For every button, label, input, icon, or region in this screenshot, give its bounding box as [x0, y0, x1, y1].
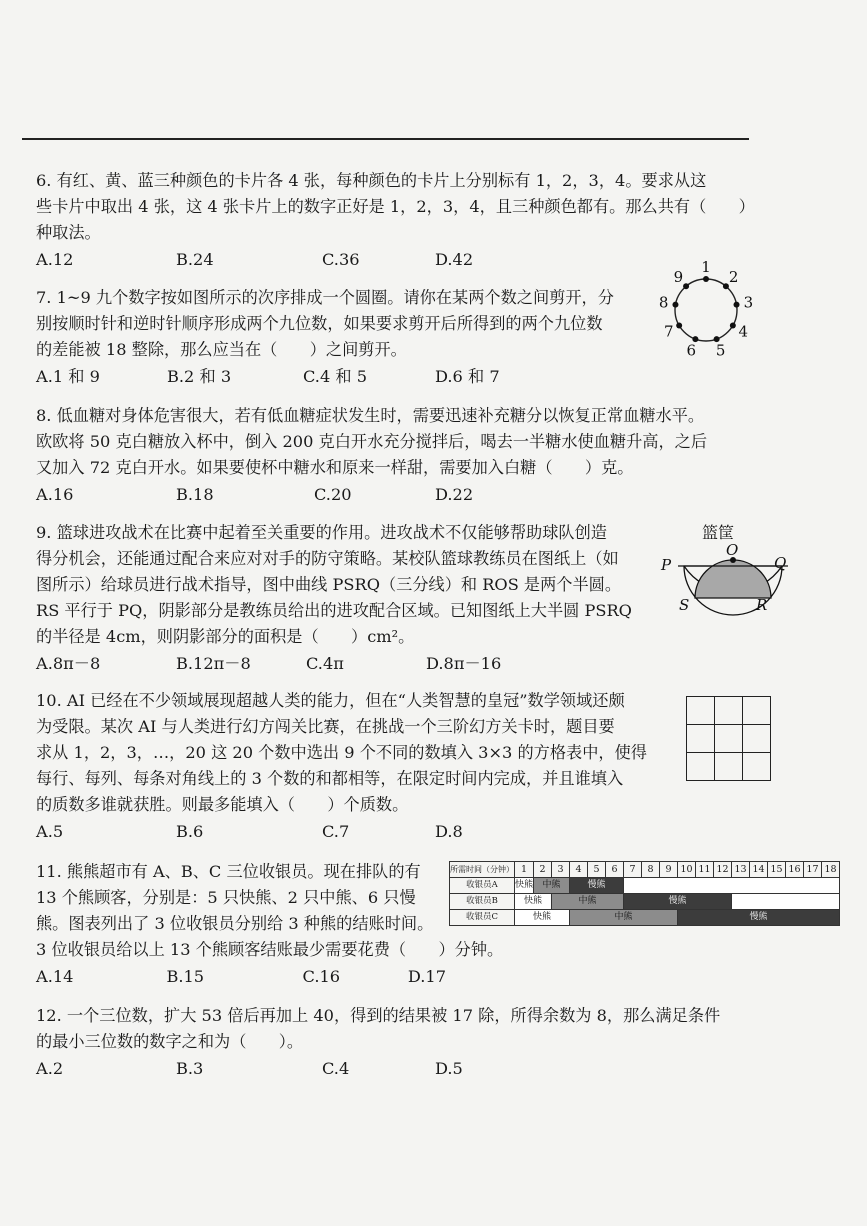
grid-cell [715, 725, 743, 753]
minute-header-cell: 6 [606, 862, 624, 878]
question-10-options [36, 819, 676, 845]
label-o: O [726, 541, 739, 559]
option-c: C.4 和 5 [303, 367, 368, 386]
time-segment: 快熊 [515, 894, 552, 910]
option-c: C.16 [302, 967, 341, 986]
circle-number-label: 6 [686, 341, 697, 360]
cashier-row [450, 878, 840, 894]
time-segment: 中熊 [552, 894, 624, 910]
time-segment: 快熊 [515, 878, 534, 894]
option-a: A.16 [36, 485, 74, 504]
minute-header-cell: 17 [804, 862, 822, 878]
circle-number-label: 5 [715, 341, 726, 360]
question-11-options [36, 964, 446, 990]
question-11-line: 13 个熊顾客，分别是：5 只快熊、2 只中熊、6 只慢 [36, 888, 416, 907]
time-segment: 慢熊 [624, 894, 732, 910]
option-a: A.2 [36, 1059, 64, 1078]
cashier-label: 收银员B [450, 894, 515, 910]
circle-point [730, 323, 736, 329]
question-10-line: 10. AI 已经在不少领域展现超越人类的能力，但在“人类智慧的皇冠”数学领域还颇 [36, 691, 625, 710]
question-6-line: 种取法。 [36, 223, 101, 242]
circle-point [676, 323, 682, 329]
grid-cell [743, 725, 771, 753]
circle-point [703, 276, 709, 282]
option-d: D.6 和 7 [435, 367, 500, 386]
figure-title: 篮筐 [702, 523, 735, 542]
table-header-cell: 所需时间（分钟） [450, 862, 515, 878]
minute-header-cell: 9 [660, 862, 678, 878]
option-d: D.17 [407, 967, 446, 986]
option-b: B.18 [176, 485, 214, 504]
option-c: C.4π [306, 654, 344, 673]
minute-header-cell: 12 [714, 862, 732, 878]
option-b: B.3 [176, 1059, 204, 1078]
minute-header-cell: 13 [732, 862, 750, 878]
question-6-line: 6. 有红、黄、蓝三种颜色的卡片各 4 张，每种颜色的卡片上分别标有 1，2，3，4。要求从这 [36, 171, 707, 190]
time-segment: 中熊 [534, 878, 570, 894]
question-11-line: 3 位收银员给以上 13 个熊顾客结账最少需要花费（ ）分钟。 [36, 940, 504, 959]
question-6-line: 些卡片中取出 4 张，这 4 张卡片上的数字正好是 1，2，3，4，且三种颜色都有。那么共有（ ） [36, 197, 755, 216]
question-6-options [36, 247, 766, 273]
magic-square-grid [686, 696, 771, 781]
question-7-line: 别按顺时针和逆时针顺序形成两个九位数，如果要求剪开后所得到的两个九位数 [36, 314, 603, 333]
option-c: C.7 [322, 822, 350, 841]
question-7-line: 的差能被 18 整除，那么应当在（ ）之间剪开。 [36, 340, 407, 359]
question-8 [36, 403, 766, 508]
question-8-line: 8. 低血糖对身体危害很大，若有低血糖症状发生时，需要迅速补充糖分以恢复正常血糖水平。 [36, 406, 705, 425]
circle-number-label: 7 [663, 322, 674, 341]
circle-number-label: 4 [738, 322, 749, 341]
grid-cell [743, 753, 771, 781]
minute-header-cell: 3 [552, 862, 570, 878]
option-b: B.15 [166, 967, 205, 986]
circle-point [683, 283, 689, 289]
circle-number-label: 8 [658, 293, 669, 312]
question-8-options [36, 482, 766, 508]
number-circle-diagram [658, 258, 760, 362]
minute-header-cell: 10 [678, 862, 696, 878]
time-segment [624, 878, 840, 894]
question-8-line: 欧欧将 50 克白糖放入杯中，倒入 200 克白开水充分搅拌后，喝去一半糖水使血糖升高，之后 [36, 432, 708, 451]
label-r: R [756, 596, 768, 614]
minute-header-cell: 18 [822, 862, 840, 878]
question-11-line: 熊。图表列出了 3 位收银员分别给 3 种熊的结账时间。 [36, 914, 434, 933]
option-b: B.6 [176, 822, 204, 841]
option-c: C.20 [314, 485, 352, 504]
question-9-line: 的半径是 4cm，则阴影部分的面积是（ ）cm²。 [36, 627, 415, 646]
grid-cell [687, 753, 715, 781]
option-d: D.8 [435, 822, 463, 841]
question-10-line: 每行、每列、每条对角线上的 3 个数的和都相等，在限定时间内完成，并且谁填入 [36, 769, 624, 788]
minute-header-cell: 11 [696, 862, 714, 878]
question-12 [36, 1003, 766, 1082]
option-d: D.22 [435, 485, 474, 504]
minute-header-cell: 2 [534, 862, 552, 878]
grid-cell [687, 697, 715, 725]
option-d: D.42 [435, 250, 474, 269]
checkout-time-table [449, 861, 840, 926]
question-9-line: 得分机会，还能通过配合来应对对手的防守策略。某校队篮球教练员在图纸上（如 [36, 549, 619, 568]
minute-header-cell: 7 [624, 862, 642, 878]
question-6 [36, 168, 766, 273]
option-c: C.4 [322, 1059, 350, 1078]
circle-number-label: 3 [743, 293, 754, 312]
question-7-line: 7. 1~9 九个数字按如图所示的次序排成一个圆圈。请你在某两个数之间剪开，分 [36, 288, 614, 307]
grid-cell [687, 725, 715, 753]
circle-number-label: 1 [701, 258, 711, 276]
minute-header-cell: 4 [570, 862, 588, 878]
cashier-label: 收银员C [450, 910, 515, 926]
question-7-options [36, 364, 656, 390]
time-segment: 慢熊 [678, 910, 840, 926]
minute-header-cell: 16 [786, 862, 804, 878]
label-s: S [679, 596, 690, 614]
minute-header-cell: 8 [642, 862, 660, 878]
question-12-line: 的最小三位数的数字之和为（ ）。 [36, 1032, 304, 1051]
question-8-line: 又加入 72 克白开水。如果要使杯中糖水和原来一样甜，需要加入白糖（ ）克。 [36, 458, 634, 477]
basketball-court-diagram [654, 518, 794, 618]
minute-header-cell: 1 [515, 862, 534, 878]
grid-cell [715, 753, 743, 781]
question-10-line: 为受限。某次 AI 与人类进行幻方闯关比赛，在挑战一个三阶幻方关卡时，题目要 [36, 717, 615, 736]
label-p: P [661, 556, 672, 574]
circle-number-label: 2 [728, 268, 739, 287]
circle-number-label: 9 [673, 268, 684, 287]
option-a: A.5 [36, 822, 64, 841]
time-segment: 快熊 [515, 910, 570, 926]
option-b: B.2 和 3 [167, 367, 232, 386]
cashier-row [450, 894, 840, 910]
header-rule [22, 138, 749, 140]
cashier-row [450, 910, 840, 926]
question-10-line: 的质数多谁就获胜。则最多能填入（ ）个质数。 [36, 795, 409, 814]
minute-header-cell: 5 [588, 862, 606, 878]
question-9-line: 9. 篮球进攻战术在比赛中起着至关重要的作用。进攻战术不仅能够帮助球队创造 [36, 523, 607, 542]
question-12-options [36, 1056, 766, 1082]
question-11-line: 11. 熊熊超市有 A、B、C 三位收银员。现在排队的有 [36, 862, 421, 881]
option-b: B.24 [176, 250, 214, 269]
option-d: D.8π－16 [426, 654, 502, 673]
option-a: A.1 和 9 [36, 367, 100, 386]
option-a: A.8π－8 [36, 654, 101, 673]
option-c: C.36 [322, 250, 360, 269]
question-9-line: RS 平行于 PQ，阴影部分是教练员给出的进攻配合区域。已知图纸上大半圆 PSRQ [36, 601, 632, 620]
question-7 [36, 285, 656, 390]
cashier-label: 收银员A [450, 878, 515, 894]
circle-point [734, 302, 740, 308]
question-9-line: 图所示）给球员进行战术指导，图中曲线 PSRQ（三分线）和 ROS 是两个半圆。 [36, 575, 622, 594]
label-q: Q [774, 554, 787, 572]
minute-header-cell: 14 [750, 862, 768, 878]
option-a: A.12 [36, 250, 74, 269]
question-9 [36, 520, 666, 677]
grid-cell [743, 697, 771, 725]
option-b: B.12π－8 [176, 654, 251, 673]
option-a: A.14 [36, 967, 74, 986]
time-segment [732, 894, 840, 910]
time-segment: 中熊 [570, 910, 678, 926]
minute-header-cell: 15 [768, 862, 786, 878]
question-10-line: 求从 1，2，3，…，20 这 20 个数中选出 9 个不同的数填入 3×3 的方格表中，使得 [36, 743, 647, 762]
option-d: D.5 [435, 1059, 463, 1078]
grid-cell [715, 697, 743, 725]
time-segment: 慢熊 [570, 878, 624, 894]
question-9-options [36, 651, 666, 677]
question-10 [36, 688, 676, 845]
question-12-line: 12. 一个三位数，扩大 53 倍后再加上 40，得到的结果被 17 除，所得余数为 8，那么满足条件 [36, 1006, 721, 1025]
circle-point [672, 302, 678, 308]
